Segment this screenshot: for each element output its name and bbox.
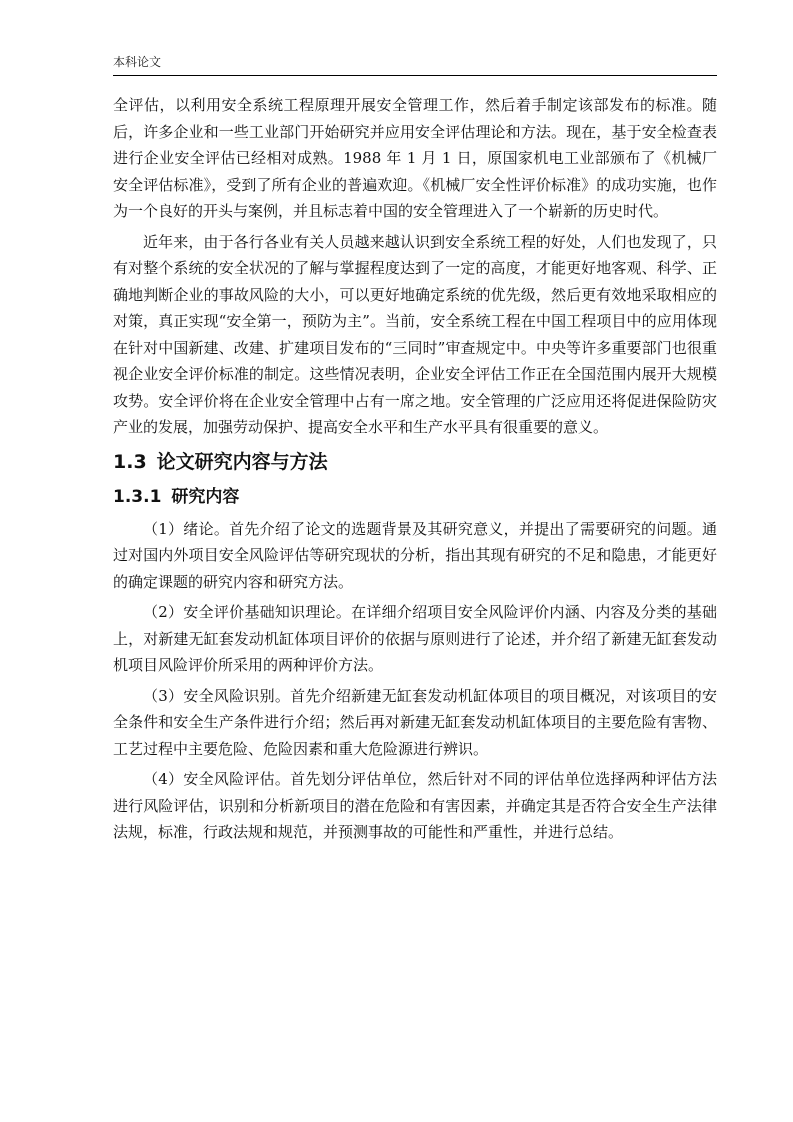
document-body <box>113 92 717 846</box>
section-heading <box>113 445 717 479</box>
subsection-title: 研究内容 <box>171 486 240 507</box>
content-item: （4）安全风险评估。首先划分评估单位，然后针对不同的评估单位选择两种评估方法进行风险评估，识别和分析新项目的潜在危险和有害因素，并确定其是否符合安全生产法律法规，标准，行政法规和规范，并预测事故的可能性和严重性，并进行总结。 <box>113 770 717 841</box>
header-label: 本科论文 <box>113 55 162 69</box>
subsection-number: 1.3.1 <box>113 486 162 507</box>
content-item: （2）安全评价基础知识理论。在详细介绍项目安全风险评价内涵、内容及分类的基础上，对新建无缸套发动机缸体项目评价的依据与原则进行了论述，并介绍了新建无缸套发动机项目风险评价所采用的两种评价方法。 <box>113 603 717 674</box>
content-item: （1）绪论。首先介绍了论文的选题背景及其研究意义，并提出了需要研究的问题。通过对国内外项目安全风险评估等研究现状的分析，指出其现有研究的不足和隐患，才能更好的确定课题的研究内容和研究方法。 <box>113 519 717 591</box>
body-paragraph: 近年来，由于各行各业有关人员越来越认识到安全系统工程的好处，人们也发现了，只有对整个系统的安全状况的了解与掌握程度达到了一定的高度，才能更好地客观、科学、正确地判断企业的事故风险的大小，可以更好地确定系统的优先级，然后更有效地采取相应的对策，真正实现“安全第一，预防为主”。当前，安全系统工程在中国工程项目中的应用体现在针对中国新建、改建、扩建项目发布的“三同时”审查规定中。中央等许多重要部门也很重视企业安全评价标准的制定。这些情况表明，企业安全评估工作正在全国范围内展开大规模攻势。安全评价将在企业安全管理中占有一席之地。安全管理的广泛应用还将促进保险防灾产业的发展，加强劳动保护、提高安全水平和生产水平具有很重要的意义。 <box>113 232 717 436</box>
section-number: 1.3 <box>113 450 147 473</box>
body-paragraph: 全评估，以利用安全系统工程原理开展安全管理工作，然后着手制定该部发布的标准。随后，许多企业和一些工业部门开始研究并应用安全评估理论和方法。现在，基于安全检查表进行企业安全评估已经相对成熟。1988 年 1 月 1 日，原国家机电工业部颁布了《机械厂安全评估标准》，受到了所有企业的普遍欢迎。《机械厂安全性评价标准》的成功实施，也作为一个良好的开头与案例，并且标志着中国的安全管理进入了一个崭新的历史时代。 <box>113 96 717 220</box>
section-title: 论文研究内容与方法 <box>156 450 328 473</box>
page-header <box>113 51 717 76</box>
content-item: （3）安全风险识别。首先介绍新建无缸套发动机缸体项目的项目概况，对该项目的安全条件和安全生产条件进行介绍；然后再对新建无缸套发动机缸体项目的主要危险有害物、工艺过程中主要危险、危险因素和重大危险源进行辨识。 <box>113 686 717 758</box>
subsection-heading <box>113 481 717 513</box>
